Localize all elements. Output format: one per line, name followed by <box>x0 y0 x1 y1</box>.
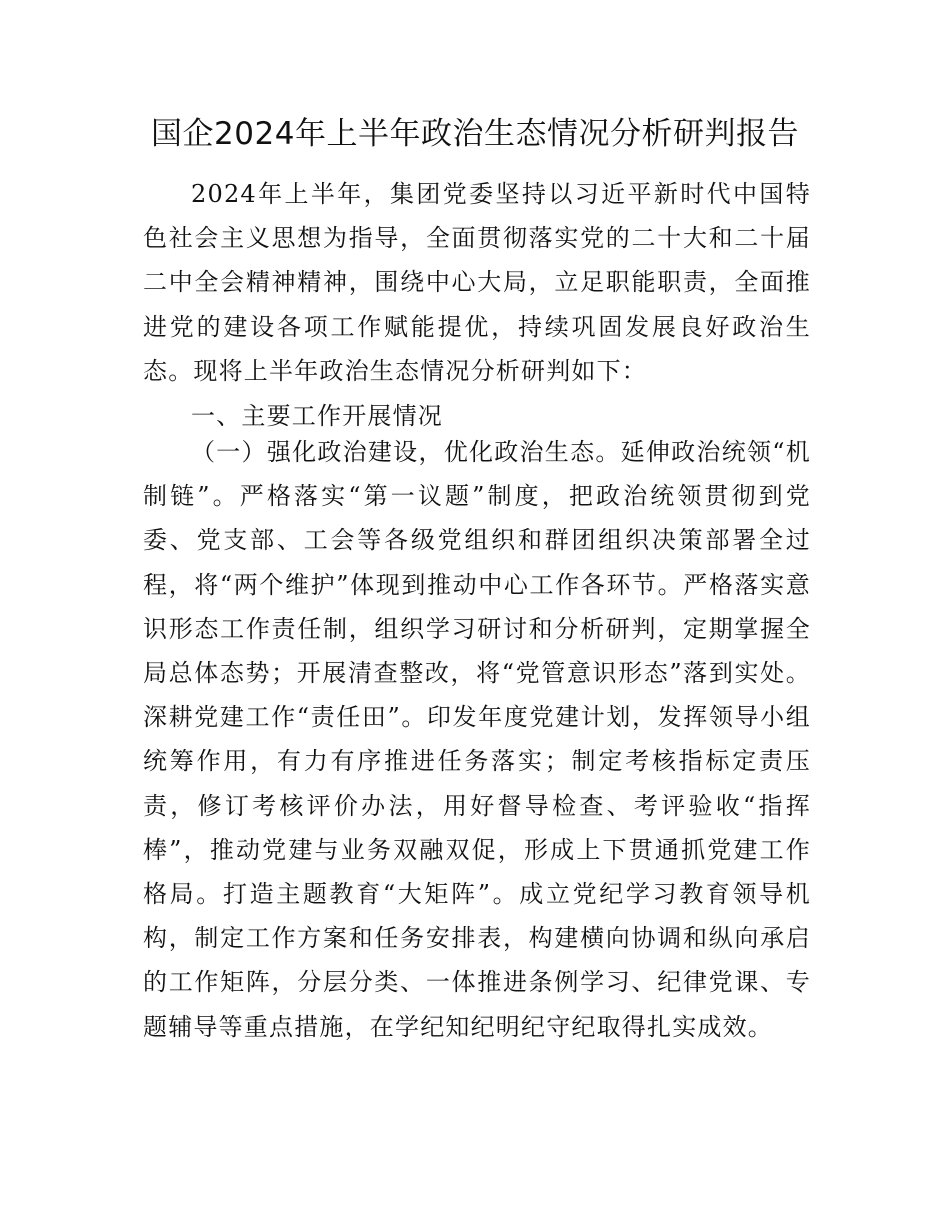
intro-paragraph: 2024年上半年，集团党委坚持以习近平新时代中国特色社会主义思想为指导，全面贯彻落实党的二十大和二十届二中全会精神精神，围绕中心大局，立足职能职责，全面推进党的建设各项工作赋能提优，持续巩固发展良好政治生态。现将上半年政治生态情况分析研判如下： <box>143 180 811 385</box>
intro-paragraph-block <box>143 172 811 393</box>
section-heading: 一、主要工作开展情况 <box>191 402 443 430</box>
political-building-paragraph: （一）强化政治建设，优化政治生态。延伸政治统领“机制链”。严格落实“第一议题”制度，把政治统领贯彻到党委、党支部、工会等各级党组织和群团组织决策部署全过程，将“两个维护”体现到推动中心工作各环节。严格落实意识形态工作责任制，组织学习研讨和分析研判，定期掌握全局总体态势；开展清查整改，将“党管意识形态”落到实处。深耕党建工作“责任田”。印发年度党建计划，发挥领导小组统筹作用，有力有序推进任务落实；制定考核指标定责压责，修订考核评价办法，用好督导检查、考评验收“指挥棒”，推动党建与业务双融双促，形成上下贯通抓党建工作格局。打造主题教育“大矩阵”。成立党纪学习教育领导机构，制定工作方案和任务安排表，构建横向协调和纵向承启的工作矩阵，分层分类、一体推进条例学习、纪律党课、专题辅导等重点措施，在学纪知纪明纪守纪取得扎实成效。 <box>143 438 811 1041</box>
document-title: 国企2024年上半年政治生态情况分析研判报告 <box>151 116 799 152</box>
political-building-paragraph-block <box>143 430 811 1049</box>
